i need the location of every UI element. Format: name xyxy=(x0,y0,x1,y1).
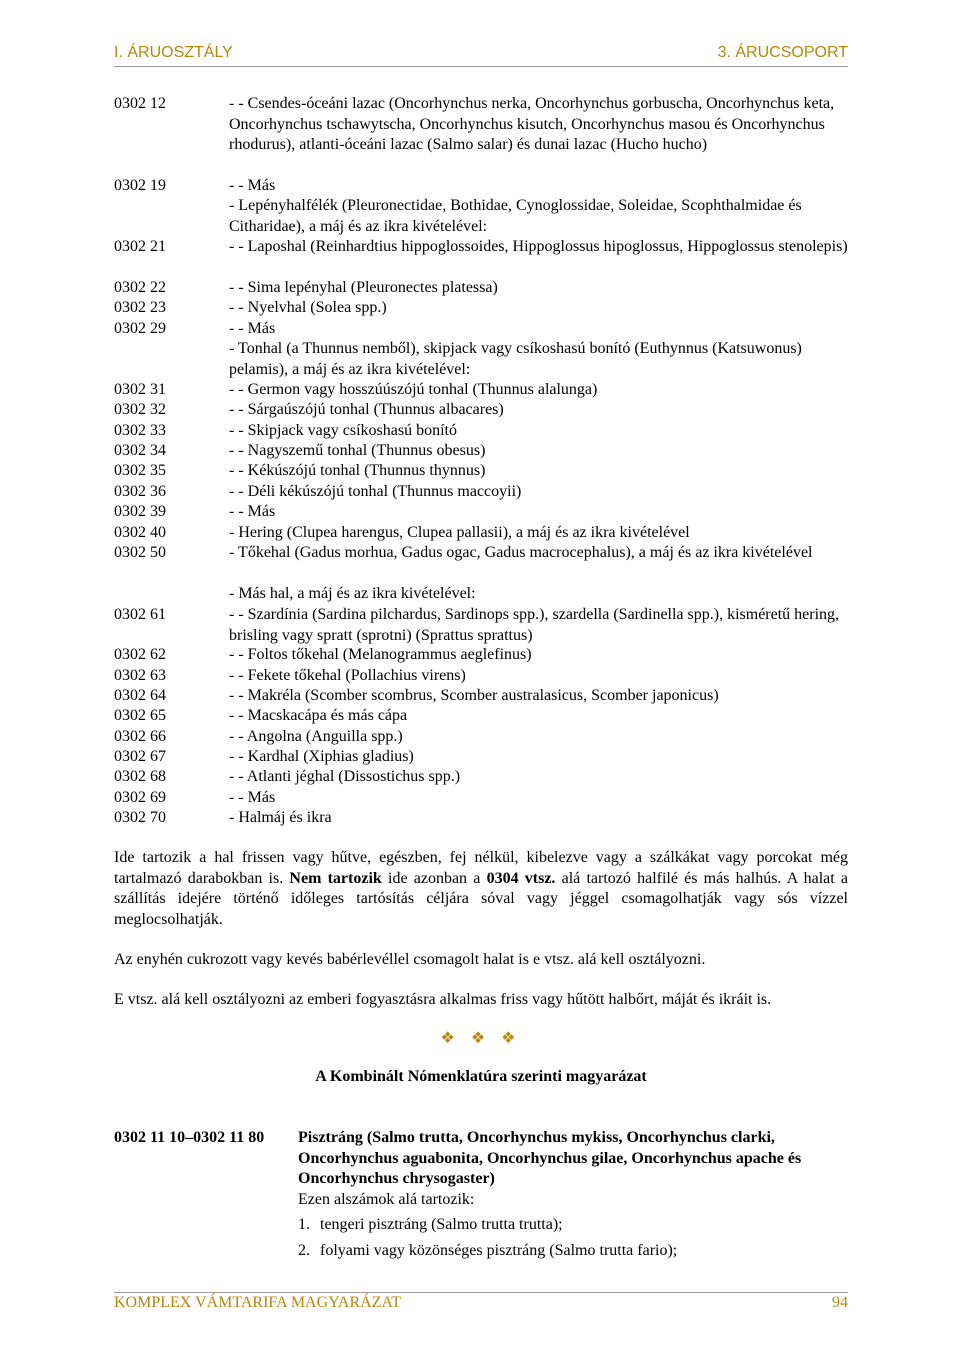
tariff-text: - - Macskacápa és más cápa xyxy=(229,707,408,724)
footer-rule xyxy=(114,1292,848,1293)
tariff-code: 0302 19 xyxy=(114,177,166,194)
tariff-code: 0302 21 xyxy=(114,238,166,255)
para1-bold-2: 0304 vtsz. xyxy=(486,869,556,887)
tariff-code: 0302 29 xyxy=(114,320,166,337)
ornament-glyphs: ❖ ❖ ❖ xyxy=(440,1030,522,1047)
tariff-code: 0302 32 xyxy=(114,401,166,418)
tariff-text: - - Atlanti jéghal (Dissostichus spp.) xyxy=(229,768,461,785)
tariff-code: 0302 34 xyxy=(114,442,166,459)
kn-code: 0302 11 10–0302 11 80 xyxy=(114,1129,265,1146)
para1-text-a: Ide tartozik a hal frissen vagy hűtve, egészben, fej nélkül, kibelezve vagy a szálkákat vagy porcokat még tartalmazó darabokban is. xyxy=(114,849,848,887)
tariff-text: - - Nyelvhal (Solea spp.) xyxy=(229,299,387,316)
tariff-code: 0302 67 xyxy=(114,748,166,765)
paragraph-3: E vtsz. alá kell osztályozni az emberi fogyasztásra alkalmas friss vagy hűtött halbőrt, máját és ikráit is. xyxy=(114,991,772,1008)
kn-item-num: 1. xyxy=(298,1216,310,1233)
tariff-code: 0302 66 xyxy=(114,728,166,745)
tariff-text: - Lepényhalfélék (Pleuronectidae, Bothidae, Cynoglossidae, Soleidae, Scophthalmidae és Citharidae), a máj és az ikra kivételével: xyxy=(229,197,802,235)
tariff-text: - - Más xyxy=(229,503,276,520)
tariff-code: 0302 23 xyxy=(114,299,166,316)
header-rule xyxy=(114,66,848,67)
tariff-code: 0302 69 xyxy=(114,789,166,806)
kn-title: A Kombinált Nómenklatúra szerinti magyarázat xyxy=(315,1068,647,1085)
tariff-code: 0302 50 xyxy=(114,544,166,561)
tariff-text: - - Skipjack vagy csíkoshasú bonító xyxy=(229,422,457,439)
tariff-text: - - Germon vagy hosszúúszójú tonhal (Thunnus alalunga) xyxy=(229,381,598,398)
tariff-text: - Hering (Clupea harengus, Clupea pallasii), a máj és az ikra kivételével xyxy=(229,524,690,541)
tariff-code: 0302 36 xyxy=(114,483,166,500)
tariff-text: - - Sima lepényhal (Pleuronectes platessa) xyxy=(229,279,498,296)
tariff-text: - - Szardínia (Sardina pilchardus, Sardinops spp.), szardella (Sardinella spp.), kisméretű hering, brisling vagy spratt (sprotni) (Sprattus sprattus) xyxy=(229,606,840,644)
kn-item-text: tengeri pisztráng (Salmo trutta trutta); xyxy=(320,1216,563,1233)
ornament xyxy=(114,1028,848,1048)
tariff-code: 0302 62 xyxy=(114,646,166,663)
tariff-code: 0302 68 xyxy=(114,768,166,785)
tariff-text: - - Más xyxy=(229,177,276,194)
footer-right: 94 xyxy=(832,1294,848,1311)
paragraph-1 xyxy=(114,848,848,930)
tariff-text: - - Más xyxy=(229,789,276,806)
tariff-code: 0302 35 xyxy=(114,462,166,479)
tariff-code: 0302 70 xyxy=(114,809,166,826)
tariff-code: 0302 31 xyxy=(114,381,166,398)
tariff-text: - Halmáj és ikra xyxy=(229,809,332,826)
tariff-code: 0302 22 xyxy=(114,279,166,296)
kn-entry-title: Pisztráng (Salmo trutta, Oncorhynchus mykiss, Oncorhynchus clarki, Oncorhynchus aguabonita, Oncorhynchus gilae, Oncorhynchus apache és Oncorhynchus chrysogaster) xyxy=(298,1129,802,1187)
paragraph-2: Az enyhén cukrozott vagy kevés babérlevéllel csomagolt halat is e vtsz. alá kell osztályozni. xyxy=(114,951,706,968)
tariff-code: 0302 33 xyxy=(114,422,166,439)
tariff-text: - - Makréla (Scomber scombrus, Scomber australasicus, Scomber japonicus) xyxy=(229,687,719,704)
tariff-text: - - Sárgaúszójú tonhal (Thunnus albacares) xyxy=(229,401,504,418)
tariff-code: 0302 63 xyxy=(114,667,166,684)
tariff-text: - - Kardhal (Xiphias gladius) xyxy=(229,748,414,765)
para1-text-c: ide azonban a xyxy=(381,869,487,887)
tariff-text: - - Foltos tőkehal (Melanogrammus aeglefinus) xyxy=(229,646,532,663)
header-left: I. ÁRUOSZTÁLY xyxy=(114,44,233,61)
tariff-text: - - Csendes-óceáni lazac (Oncorhynchus nerka, Oncorhynchus gorbuscha, Oncorhynchus keta, Oncorhynchus tschawytscha, Oncorhynchus kisutch, Oncorhynchus masou és Oncorhynchus rhodurus), atlanti-óceáni lazac (Salmo salar) és dunai lazac (Hucho hucho) xyxy=(229,95,835,153)
kn-item-num: 2. xyxy=(298,1241,310,1259)
para1-text-d: alá tartozó halfilé és más halhús. A halat a szállítás idejére történő időleges tartósítás céljára sóval vagy jéggel csomagolhatják vagy sós vízzel meglocsolhatják. xyxy=(114,869,849,928)
footer-left: KOMPLEX VÁMTARIFA MAGYARÁZAT xyxy=(114,1294,402,1311)
tariff-code: 0302 12 xyxy=(114,95,166,112)
tariff-code: 0302 61 xyxy=(114,606,166,623)
tariff-text: - Más hal, a máj és az ikra kivételével: xyxy=(229,585,476,602)
tariff-code: 0302 39 xyxy=(114,503,166,520)
kn-item xyxy=(298,1215,848,1236)
tariff-text: - Tonhal (a Thunnus nemből), skipjack vagy csíkoshasú bonító (Euthynnus (Katsuwonus) pelamis), a máj és az ikra kivételével: xyxy=(229,340,802,378)
header-right: 3. ÁRUCSOPORT xyxy=(717,44,848,61)
tariff-code: 0302 64 xyxy=(114,687,166,704)
kn-intro: Ezen alszámok alá tartozik: xyxy=(298,1190,475,1208)
tariff-text: - - Laposhal (Reinhardtius hippoglossoides, Hippoglossus hipoglossus, Hippoglossus stenolepis) xyxy=(229,238,848,255)
tariff-text: - - Angolna (Anguilla spp.) xyxy=(229,728,403,745)
tariff-code: 0302 40 xyxy=(114,524,166,541)
tariff-text: - - Kékúszójú tonhal (Thunnus thynnus) xyxy=(229,462,486,479)
tariff-text: - Tőkehal (Gadus morhua, Gadus ogac, Gadus macrocephalus), a máj és az ikra kivételével xyxy=(229,544,813,561)
tariff-text: - - Más xyxy=(229,320,276,337)
tariff-text: - - Nagyszemű tonhal (Thunnus obesus) xyxy=(229,442,486,459)
kn-item-text: folyami vagy közönséges pisztráng (Salmo trutta fario); xyxy=(320,1241,678,1259)
tariff-code: 0302 65 xyxy=(114,707,166,724)
tariff-text: - - Déli kékúszójú tonhal (Thunnus maccoyii) xyxy=(229,483,522,500)
tariff-text: - - Fekete tőkehal (Pollachius virens) xyxy=(229,667,466,684)
kn-item xyxy=(298,1241,848,1262)
para1-bold-1: Nem tartozik xyxy=(289,869,382,887)
